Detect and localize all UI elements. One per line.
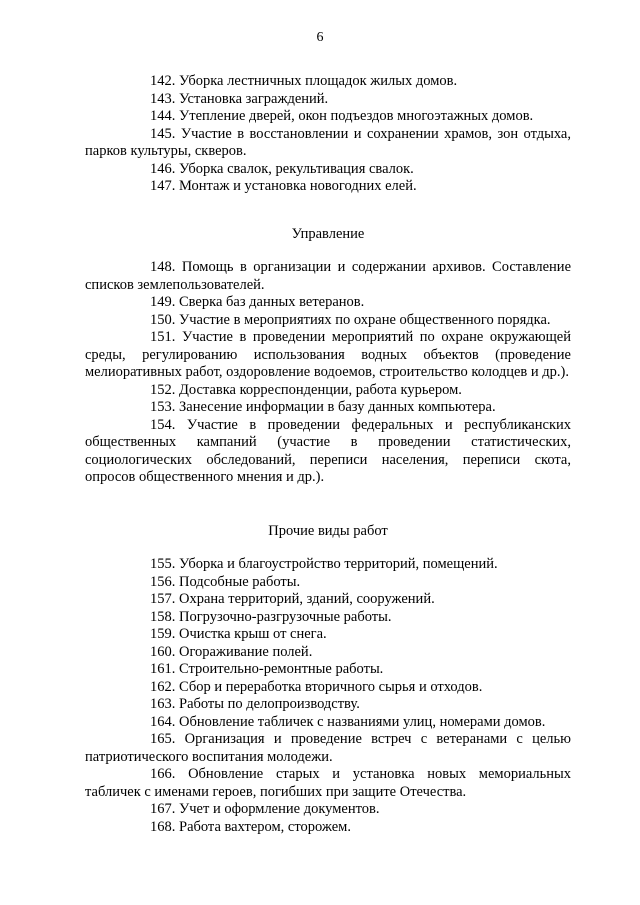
work-list-continued: [85, 73, 571, 196]
list-item: 164. Обновление табличек с названиями улиц, номерами домов.: [150, 713, 546, 730]
list-item: 167. Учет и оформление документов.: [150, 801, 380, 817]
list-item: 168. Работа вахтером, сторожем.: [150, 818, 351, 835]
list-item: 161. Строительно-ремонтные работы.: [150, 661, 384, 677]
list-item: 148. Помощь в организации и содержании архивов. Составление списков землепользователей.: [85, 259, 571, 293]
list-item: 149. Сверка баз данных ветеранов.: [150, 294, 365, 310]
list-item: 154. Участие в проведении федеральных и республиканских общественных кампаний (участие в проведении статистических, социологических обследований, переписи населения, переписи скота, опросов общественного мнения и др.).: [85, 416, 571, 485]
list-item: 166. Обновление старых и установка новых мемориальных табличек с именами героев, погибших при защите Отечества.: [85, 766, 571, 800]
list-item: 158. Погрузочно-разгрузочные работы.: [150, 608, 392, 625]
list-item: 155. Уборка и благоустройство территорий, помещений.: [150, 556, 498, 572]
list-item: 147. Монтаж и установка новогодних елей.: [150, 178, 417, 194]
list-item: 165. Организация и проведение встреч с ветеранами с целью патриотического воспитания молодежи.: [85, 731, 571, 765]
document-body: [85, 73, 571, 836]
list-item: 163. Работы по делопроизводству.: [150, 696, 360, 712]
list-item: 144. Утепление дверей, окон подъездов многоэтажных домов.: [150, 108, 534, 124]
list-item: 156. Подсобные работы.: [150, 573, 301, 590]
other-work-list: [85, 556, 571, 836]
list-item: 153. Занесение информации в базу данных компьютера.: [150, 399, 496, 415]
list-item: 160. Огораживание полей.: [150, 643, 313, 660]
section-heading-other-works: Прочие виды работ: [268, 522, 388, 539]
list-item: 159. Очистка крыш от снега.: [150, 626, 327, 642]
list-item: 146. Уборка свалок, рекультивация свалок.: [150, 160, 414, 177]
list-item: 143. Установка заграждений.: [150, 90, 329, 107]
list-item: 145. Участие в восстановлении и сохранении храмов, зон отдыха, парков культуры, скверов.: [85, 125, 571, 159]
management-work-list: [85, 259, 571, 487]
list-item: 150. Участие в мероприятиях по охране общественного порядка.: [150, 311, 551, 328]
list-item: 142. Уборка лестничных площадок жилых домов.: [150, 73, 458, 89]
list-item: 152. Доставка корреспонденции, работа курьером.: [150, 381, 462, 398]
list-item: 151. Участие в проведении мероприятий по охране окружающей среды, регулированию использования водных объектов (проведение мелиоративных работ, оздоровление водоемов, строительство колодцев и др.).: [85, 329, 571, 380]
list-item: 157. Охрана территорий, зданий, сооружений.: [150, 591, 435, 607]
section-heading-management: Управление: [291, 225, 365, 242]
list-item: 162. Сбор и переработка вторичного сырья и отходов.: [150, 678, 483, 695]
page-number: 6: [316, 30, 324, 45]
